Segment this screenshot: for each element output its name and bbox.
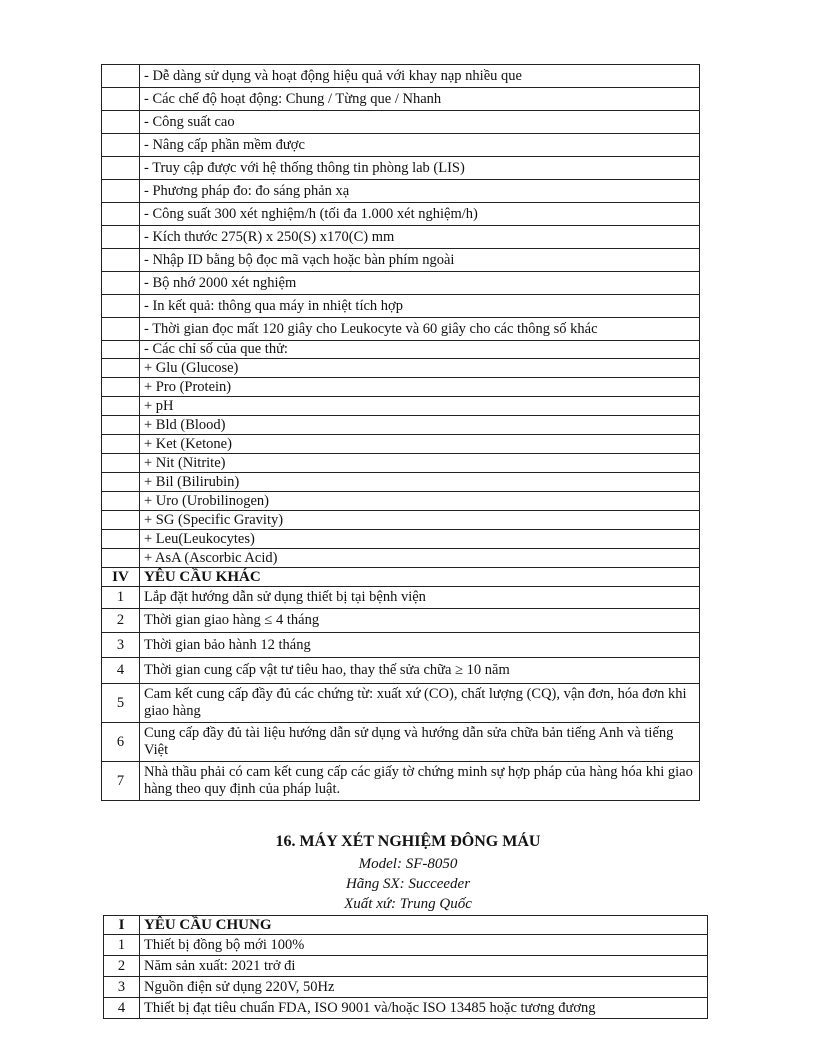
row-number bbox=[102, 272, 140, 295]
row-text: + SG (Specific Gravity) bbox=[140, 511, 700, 530]
row-text: - Nhập ID bằng bộ đọc mã vạch hoặc bàn phím ngoài bbox=[140, 249, 700, 272]
row-number bbox=[102, 180, 140, 203]
row-number bbox=[102, 473, 140, 492]
row-text: Cam kết cung cấp đầy đủ các chứng từ: xuất xứ (CO), chất lượng (CQ), vận đơn, hóa đơn khi giao hàng bbox=[140, 684, 700, 723]
spec-row bbox=[102, 272, 700, 295]
strip-item-row bbox=[102, 416, 700, 435]
coagulation-table-body bbox=[104, 916, 708, 1019]
row-number: 4 bbox=[102, 658, 140, 684]
row-text: - Công suất cao bbox=[140, 111, 700, 134]
row-text: Nguồn điện sử dụng 220V, 50Hz bbox=[140, 977, 708, 998]
section-title: YÊU CẦU KHÁC bbox=[140, 568, 700, 587]
row-number bbox=[102, 226, 140, 249]
row-number: 3 bbox=[104, 977, 140, 998]
manufacturer-line: Hãng SX: Succeeder bbox=[345, 876, 471, 892]
spec-row bbox=[102, 88, 700, 111]
row-number: 3 bbox=[102, 633, 140, 658]
row-text: Thời gian cung cấp vật tư tiêu hao, thay thế sửa chữa ≥ 10 năm bbox=[140, 658, 700, 684]
other-requirement-row bbox=[102, 723, 700, 762]
row-number: 2 bbox=[104, 956, 140, 977]
row-text: + Leu(Leukocytes) bbox=[140, 530, 700, 549]
strip-item-row bbox=[102, 530, 700, 549]
row-text: Năm sản xuất: 2021 trở đi bbox=[140, 956, 708, 977]
origin-line: Xuất xứ: Trung Quốc bbox=[344, 896, 472, 912]
row-text: + AsA (Ascorbic Acid) bbox=[140, 549, 700, 568]
row-text: + pH bbox=[140, 397, 700, 416]
row-number bbox=[102, 318, 140, 341]
strip-item-row bbox=[102, 511, 700, 530]
strip-header-row bbox=[102, 341, 700, 359]
spec-row bbox=[102, 203, 700, 226]
general-requirement-row bbox=[104, 956, 708, 977]
row-text: Lắp đặt hướng dẫn sử dụng thiết bị tại bệnh viện bbox=[140, 587, 700, 609]
row-number bbox=[102, 359, 140, 378]
spec-row bbox=[102, 180, 700, 203]
row-text: Nhà thầu phải có cam kết cung cấp các giấy tờ chứng minh sự hợp pháp của hàng hóa khi giao hàng theo quy định của pháp luật. bbox=[140, 762, 700, 801]
general-requirement-row bbox=[104, 935, 708, 956]
row-text: + Uro (Urobilinogen) bbox=[140, 492, 700, 511]
other-requirement-row bbox=[102, 609, 700, 633]
row-number bbox=[102, 341, 140, 359]
row-text: - Thời gian đọc mất 120 giây cho Leukocyte và 60 giây cho các thông số khác bbox=[140, 318, 700, 341]
section-16-title: 16. MÁY XÉT NGHIỆM ĐÔNG MÁU bbox=[275, 833, 541, 850]
row-text: Cung cấp đầy đủ tài liệu hướng dẫn sử dụng và hướng dẫn sửa chữa bản tiếng Anh và tiếng Việt bbox=[140, 723, 700, 762]
row-number bbox=[102, 397, 140, 416]
row-number bbox=[102, 65, 140, 88]
spec-row bbox=[102, 318, 700, 341]
row-text: - Dễ dàng sử dụng và hoạt động hiệu quả với khay nạp nhiều que bbox=[140, 65, 700, 88]
other-requirement-row bbox=[102, 658, 700, 684]
row-text: + Bil (Bilirubin) bbox=[140, 473, 700, 492]
row-number bbox=[102, 511, 140, 530]
row-text: Thời gian giao hàng ≤ 4 tháng bbox=[140, 609, 700, 633]
spec-row bbox=[102, 157, 700, 180]
strip-item-row bbox=[102, 359, 700, 378]
strip-item-row bbox=[102, 454, 700, 473]
row-text: + Pro (Protein) bbox=[140, 378, 700, 397]
row-number bbox=[102, 549, 140, 568]
row-text: - Công suất 300 xét nghiệm/h (tối đa 1.000 xét nghiệm/h) bbox=[140, 203, 700, 226]
other-requirement-row bbox=[102, 684, 700, 723]
row-text: + Bld (Blood) bbox=[140, 416, 700, 435]
row-number: 5 bbox=[102, 684, 140, 723]
section-i-row bbox=[104, 916, 708, 935]
row-number bbox=[102, 416, 140, 435]
row-number bbox=[102, 435, 140, 454]
other-requirement-row bbox=[102, 762, 700, 801]
strip-item-row bbox=[102, 473, 700, 492]
row-number bbox=[102, 454, 140, 473]
specs-table-body bbox=[102, 65, 700, 801]
row-number: 7 bbox=[102, 762, 140, 801]
row-text: Thiết bị đồng bộ mới 100% bbox=[140, 935, 708, 956]
strip-item-row bbox=[102, 492, 700, 511]
spec-row bbox=[102, 111, 700, 134]
row-number bbox=[102, 249, 140, 272]
row-number: I bbox=[104, 916, 140, 935]
row-number: IV bbox=[102, 568, 140, 587]
row-text: Thiết bị đạt tiêu chuẩn FDA, ISO 9001 và/hoặc ISO 13485 hoặc tương đương bbox=[140, 998, 708, 1019]
coagulation-requirements-table bbox=[103, 915, 708, 1019]
other-requirement-row bbox=[102, 633, 700, 658]
spec-row bbox=[102, 295, 700, 318]
row-text: - In kết quả: thông qua máy in nhiệt tích hợp bbox=[140, 295, 700, 318]
row-number bbox=[102, 295, 140, 318]
specs-table-continued bbox=[101, 64, 700, 801]
row-text: - Bộ nhớ 2000 xét nghiệm bbox=[140, 272, 700, 295]
spec-row bbox=[102, 134, 700, 157]
row-text: + Glu (Glucose) bbox=[140, 359, 700, 378]
row-number bbox=[102, 492, 140, 511]
row-number bbox=[102, 530, 140, 549]
row-text: - Kích thước 275(R) x 250(S) x170(C) mm bbox=[140, 226, 700, 249]
row-number: 1 bbox=[102, 587, 140, 609]
row-text: Thời gian bảo hành 12 tháng bbox=[140, 633, 700, 658]
row-text: - Nâng cấp phần mềm được bbox=[140, 134, 700, 157]
row-number bbox=[102, 378, 140, 397]
section-title: YÊU CẦU CHUNG bbox=[140, 916, 708, 935]
row-number bbox=[102, 157, 140, 180]
row-number: 6 bbox=[102, 723, 140, 762]
row-number bbox=[102, 134, 140, 157]
spec-row bbox=[102, 226, 700, 249]
row-text: - Truy cập được với hệ thống thông tin phòng lab (LIS) bbox=[140, 157, 700, 180]
row-number: 2 bbox=[102, 609, 140, 633]
other-requirement-row bbox=[102, 587, 700, 609]
row-text: - Phương pháp đo: đo sáng phản xạ bbox=[140, 180, 700, 203]
row-number: 4 bbox=[104, 998, 140, 1019]
spec-row bbox=[102, 249, 700, 272]
row-number: 1 bbox=[104, 935, 140, 956]
row-number bbox=[102, 203, 140, 226]
general-requirement-row bbox=[104, 998, 708, 1019]
row-text: - Các chỉ số của que thử: bbox=[140, 341, 700, 359]
strip-item-row bbox=[102, 397, 700, 416]
row-text: - Các chế độ hoạt động: Chung / Từng que / Nhanh bbox=[140, 88, 700, 111]
general-requirement-row bbox=[104, 977, 708, 998]
spec-row bbox=[102, 65, 700, 88]
row-number bbox=[102, 111, 140, 134]
model-line: Model: SF-8050 bbox=[358, 856, 458, 872]
section-iv-row bbox=[102, 568, 700, 587]
row-text: + Nit (Nitrite) bbox=[140, 454, 700, 473]
row-text: + Ket (Ketone) bbox=[140, 435, 700, 454]
strip-item-row bbox=[102, 378, 700, 397]
row-number bbox=[102, 88, 140, 111]
strip-item-row bbox=[102, 435, 700, 454]
strip-item-row bbox=[102, 549, 700, 568]
